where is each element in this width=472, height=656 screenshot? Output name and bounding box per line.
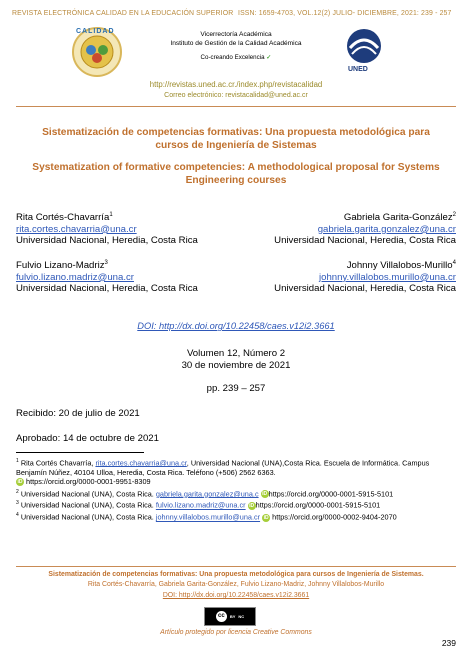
footer-authors: Rita Cortés-Chavarría, Gabriela Garita-González, Fulvio Lizano-Madriz, Johnny Villalobos-Murillo [87, 581, 385, 588]
author-email-link[interactable]: fulvio.lizano.madriz@una.cr [16, 271, 134, 283]
orcid-link[interactable]: https://orcid.org/0000-0001-5915-5101 [268, 489, 394, 499]
author-sup: 4 [452, 260, 456, 266]
journal-email[interactable]: Correo electrónico: revistacalidad@uned.ac.cr [164, 92, 308, 99]
journal-name: REVISTA ELECTRÓNICA CALIDAD EN LA EDUCACIÓN SUPERIOR [12, 10, 234, 17]
orcid-icon: iD [263, 514, 269, 521]
orcid-icon: iD [262, 491, 268, 498]
uned-logo [344, 26, 384, 78]
footnote-1: $^1$ Rita Cortés Chavarría, rita.cortes.chavarria@una.cr, Universidad Nacional (UNA),Costa Rica. Escuela de Informática. Campus Benjamín Núñez, 40104 Ulloa, Heredia, Costa Rica. Teléfono (+506) 2562 6363. iD https://orcid.org/0000-0001-9951-8309 [16, 458, 430, 487]
author-email-link[interactable]: johnny.villalobos.murillo@una.cr [318, 271, 456, 283]
tagline-row [150, 54, 322, 63]
header-divider [16, 106, 456, 107]
author-affiliation: Universidad Nacional, Heredia, Costa Rica [16, 283, 198, 295]
institution-block [150, 31, 322, 63]
orcid-link[interactable]: https://orcid.org/0000-0002-9404-2070 [272, 512, 397, 522]
footnote-4: $^4$ Universidad Nacional (UNA), Costa Rica. johnny.villalobos.murillo@una.cr iD https://orcid.org/0000-0002-9404-2070 [16, 512, 397, 522]
instituto-label: Instituto de Gestión de la Calidad Académica [170, 39, 302, 47]
author-name: Gabriela Garita-González [343, 212, 453, 224]
footnote-email-link[interactable]: gabriela.garita.gonzalez@una.c [155, 489, 259, 499]
author-affiliation: Universidad Nacional, Heredia, Costa Rica [274, 235, 456, 247]
footer-doi-link[interactable]: DOI: http://dx.doi.org/10.22458/caes.v12i2.3661 [162, 592, 310, 599]
author-email-link[interactable]: gabriela.garita.gonzalez@una.cr [317, 223, 456, 235]
footnote-email-link[interactable]: fulvio.lizano.madriz@una.cr [155, 500, 246, 510]
footnote-text: Universidad Nacional (UNA), Costa Rica. [20, 489, 154, 499]
doi-link[interactable] [0, 321, 472, 331]
author-name: Johnny Villalobos-Murillo [346, 260, 453, 272]
author-affiliation: Universidad Nacional, Heredia, Costa Rica [274, 283, 456, 295]
license-text: Artículo protegido por licencia Creative Commons [160, 629, 312, 636]
issn-line: ISSN: 1659-4703, VOL.12(2) JULIO- DICIEMBRE, 2021: 239 - 257 [238, 10, 452, 17]
doi-link-text[interactable]: DOI: http://dx.doi.org/10.22458/caes.v12i2.3661 [137, 321, 335, 331]
checkmark-icon: ✓ [266, 54, 272, 62]
author-1 [16, 210, 198, 247]
page-number: 239 [441, 638, 456, 648]
cc-by-label: BY [229, 614, 236, 619]
calidad-logo-text: CALIDAD [76, 28, 115, 35]
author-3 [16, 258, 198, 295]
footnote-email-link[interactable]: rita.cortes.chavarria@una.cr [95, 458, 187, 468]
tagline: Co-creando Excelencia [200, 54, 265, 62]
author-name: Rita Cortés-Chavarría [16, 212, 110, 224]
page-range: pp. 239 – 257 [206, 383, 266, 394]
uned-logo-text: UNED [348, 66, 368, 73]
approved-date: Aprobado: 14 de octubre de 2021 [16, 433, 159, 444]
author-name: Fulvio Lizano-Madriz [16, 260, 105, 272]
footnote-3: $^3$ Universidad Nacional (UNA), Costa Rica. fulvio.lizano.madriz@una.cr iD https://orcid.org/0000-0001-5915-5101 [16, 500, 381, 510]
calidad-logo [70, 26, 124, 78]
orcid-icon: iD [17, 479, 23, 486]
author-email-link[interactable]: rita.cortes.chavarria@una.cr [16, 223, 137, 235]
author-affiliation: Universidad Nacional, Heredia, Costa Rica [16, 235, 198, 247]
footer-title: Sistematización de competencias formativas: Una propuesta metodológica para cursos de Ingeniería de Sistemas. [48, 571, 424, 578]
author-sup: 1 [109, 212, 113, 218]
author-sup: 2 [452, 212, 456, 218]
received-date: Recibido: 20 de julio de 2021 [16, 408, 140, 419]
footnotes [16, 457, 456, 522]
orcid-link[interactable]: https://orcid.org/0000-0001-5915-5101 [255, 500, 381, 510]
orcid-icon: iD [249, 502, 255, 509]
orcid-link[interactable]: https://orcid.org/0000-0001-9951-8309 [26, 477, 151, 487]
author-sup: 3 [104, 260, 108, 266]
footnote-text: Universidad Nacional (UNA), Costa Rica. [20, 512, 154, 522]
creative-commons-badge[interactable] [204, 607, 256, 626]
footnote-divider [16, 452, 144, 453]
footer-divider [16, 566, 456, 567]
footnote-email-link[interactable]: johnny.villalobos.murillo@una.cr [155, 512, 261, 522]
cc-icon: cc [216, 611, 227, 622]
footnote-text: Rita Cortés Chavarría, [20, 458, 94, 468]
journal-url[interactable]: http://revistas.uned.ac.cr./index.php/revistacalidad [149, 80, 323, 89]
footnote-2: $^2$ Universidad Nacional (UNA), Costa Rica. gabriela.garita.gonzalez@una.c iD https://orcid.org/0000-0001-5915-5101 [16, 488, 394, 499]
cc-nc-label: NC [238, 614, 245, 619]
footnote-text: , Universidad Nacional (UNA),Costa Rica. Escuela de Informática. Campus Benjamín Núñez, 40104 Ulloa, Heredia, Costa Rica. Teléfono (+506) 2562 6363. [16, 458, 430, 477]
volume: Volumen 12, Número 2 [186, 348, 286, 359]
footnote-text: Universidad Nacional (UNA), Costa Rica. [20, 500, 154, 510]
vicerrectoria-label: Vicerrectoría Académica [200, 31, 272, 38]
author-4 [274, 258, 456, 295]
title-english: Systematization of formative competencies: A methodological proposal for Systems Engineering courses [32, 162, 440, 186]
publication-date: 30 de noviembre de 2021 [181, 360, 291, 371]
footer-doi[interactable] [0, 591, 472, 600]
author-2 [274, 210, 456, 247]
title-spanish: Sistematización de competencias formativas: Una propuesta metodológica para cursos de Ingeniería de Sistemas [42, 127, 430, 151]
